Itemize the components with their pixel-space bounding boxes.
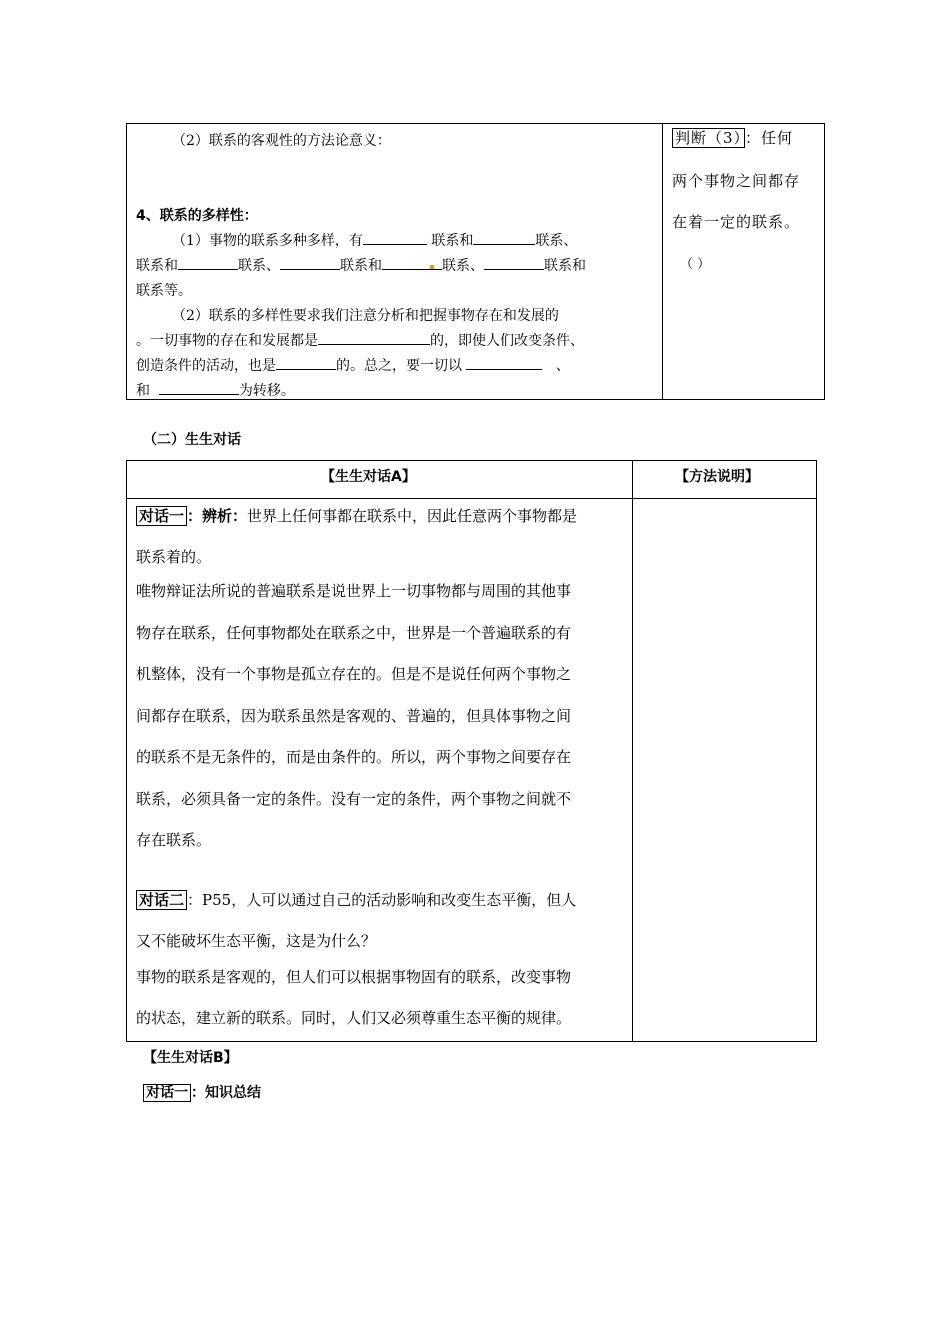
blank (484, 255, 544, 270)
p1-text-a: （1）事物的联系多种多样，有 (172, 233, 363, 249)
dialogue-table-divider (632, 460, 633, 1041)
d1-question-line1: 世界上任何事都在联系中，因此任意两个事物都是 (247, 507, 578, 525)
side-line2: 两个事物之间都存 (672, 172, 801, 190)
sec4-title: 4、联系的多样性： (136, 208, 258, 224)
p1-text-e: 联系、 (238, 258, 280, 274)
p1-text-c: 联系、 (535, 233, 578, 249)
p2-text-d: 创造条件的活动，也是 (136, 358, 276, 374)
p2-text-f: 、 (555, 358, 570, 374)
b-label: 对话一 (143, 1084, 191, 1102)
b-rest: ：知识总结 (191, 1085, 261, 1101)
p2-text-h: 为转移。 (238, 383, 295, 399)
header-method: 【方法说明】 (675, 469, 759, 485)
p1-line3: 联系等。 (136, 283, 192, 299)
d1-answer-3: 机整体，没有一个事物是孤立存在的。但是不是说任何两个事物之 (136, 665, 572, 683)
d2-question-line1: ：P55，人可以通过自己的活动影响和改变生态平衡，但人 (187, 891, 577, 909)
d1-colon: ： (187, 507, 203, 525)
blank (318, 330, 430, 345)
dialogue-table-header-line (126, 498, 816, 499)
dialogue-b-line (143, 1082, 261, 1102)
p2-text-e: 的。总之，要一切以 (336, 358, 462, 374)
blank (178, 255, 238, 270)
side-text-l1: ：任何 (745, 129, 794, 147)
d1-answer-1: 唯物辩证法所说的普遍联系是说世界上一切事物都与周围的其他事 (136, 582, 572, 600)
marker-dot (430, 265, 434, 269)
d2-answer-1: 事物的联系是客观的，但人们可以根据事物固有的联系，改变事物 (136, 968, 572, 986)
d2-answer-2: 的状态，建立新的联系。同时，人们又必须尊重生态平衡的规律。 (136, 1009, 572, 1027)
d2-line1 (136, 889, 576, 910)
d1-label: 对话一 (136, 506, 187, 526)
blank (159, 380, 239, 395)
p1-line1 (172, 230, 577, 250)
d2-label: 对话二 (136, 890, 187, 910)
side-line3: 在着一定的联系。 (672, 213, 801, 231)
p2-text-g: 和 (136, 383, 150, 399)
side-line1 (672, 127, 793, 148)
p1-text-b: 联系和 (431, 233, 474, 249)
p2-line4 (136, 380, 295, 400)
p1-text-f: 联系和 (340, 258, 382, 274)
blank (473, 230, 535, 245)
section-title: （二）生生对话 (143, 432, 241, 448)
judge-label: 判断（3） (672, 128, 745, 148)
sec2-title: （2）联系的客观性的方法论意义： (172, 133, 391, 149)
d1-answer-6: 联系，必须具备一定的条件。没有一定的条件，两个事物之间就不 (136, 790, 572, 808)
p2-line1: （2）联系的多样性要求我们注意分析和把握事物存在和发展的 (172, 308, 559, 324)
d1-bold-word: 辨析： (202, 507, 248, 525)
d1-answer-2: 物存在联系，任何事物都处在联系之中，世界是一个普遍联系的有 (136, 624, 572, 642)
blank (363, 230, 427, 245)
p1-text-g: 联系、 (442, 258, 484, 274)
header-dialogue-a: 【生生对话A】 (321, 469, 416, 485)
top-table-divider (662, 123, 663, 399)
p1-line2 (136, 255, 586, 275)
d1-answer-4: 间都存在联系，因为联系虽然是客观的、普遍的，但具体事物之间 (136, 707, 572, 725)
p2-text-b: 。一切事物的存在和发展都是 (136, 333, 318, 349)
d1-answer-5: 的联系不是无条件的，而是由条件的。所以，两个事物之间要存在 (136, 748, 572, 766)
p1-text-d: 联系和 (136, 258, 178, 274)
blank (280, 255, 340, 270)
blank (466, 355, 542, 370)
p2-text-c: 的，即使人们改变条件、 (430, 333, 584, 349)
d1-line2: 联系着的。 (136, 548, 212, 566)
p1-text-h: 联系和 (544, 258, 586, 274)
blank (276, 355, 336, 370)
d1-answer-7: 存在联系。 (136, 831, 212, 849)
p2-line2 (136, 330, 584, 350)
d2-line2: 又不能破坏生态平衡，这是为什么？ (136, 932, 377, 950)
side-line4: （ ） (680, 257, 711, 272)
d1-line1 (136, 505, 577, 526)
p2-line3 (136, 355, 570, 375)
dialogue-b-title: 【生生对话B】 (143, 1050, 238, 1066)
